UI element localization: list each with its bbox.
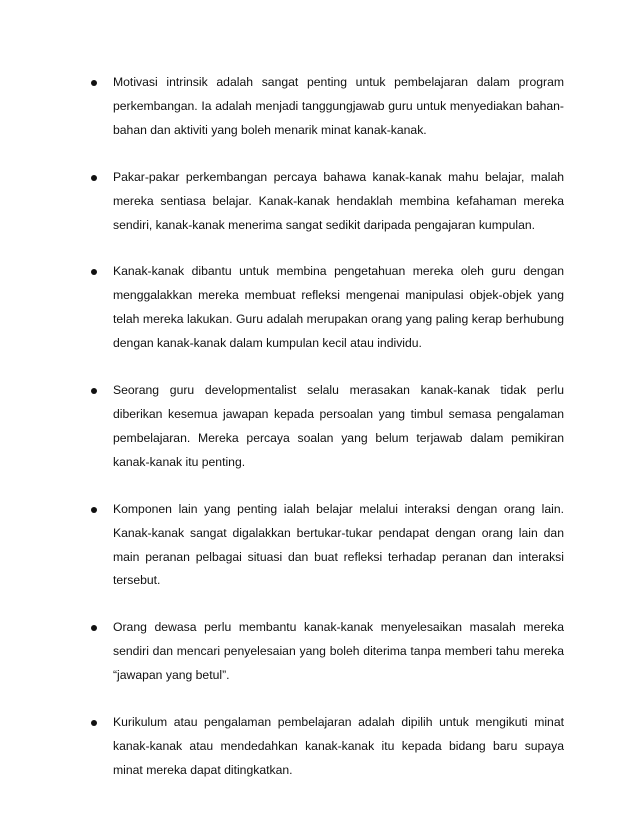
bullet-text: Pakar-pakar perkembangan percaya bahawa kanak-kanak mahu belajar, malah mereka sentiasa belajar. Kanak-kanak hendaklah membina kefahaman mereka sendiri, kanak-kanak menerima sangat sedikit daripada pengajaran kumpulan. — [113, 169, 564, 232]
bullet-text: Kanak-kanak dibantu untuk membina pengetahuan mereka oleh guru dengan menggalakkan mereka membuat refleksi mengenai manipulasi objek-objek yang telah mereka lakukan. Guru adalah merupakan orang yang paling kerap berhubung dengan kanak-kanak dalam kumpulan kecil atau individu. — [113, 264, 564, 351]
bullet-text: Seorang guru developmentalist selalu merasakan kanak-kanak tidak perlu diberikan kesemua jawapan kepada persoalan yang timbul semasa pengalaman pembelajaran. Mereka percaya soalan yang belum terjawab dalam pemikiran kanak-kanak itu penting. — [113, 383, 564, 469]
bullet-dot-icon — [91, 720, 97, 726]
bullet-item — [88, 71, 564, 143]
bullet-dot-icon — [91, 269, 97, 275]
bullet-dot-icon — [91, 175, 97, 181]
bullet-item — [88, 260, 564, 356]
bullet-dot-icon — [91, 388, 97, 394]
bullet-text: Kurikulum atau pengalaman pembelajaran adalah dipilih untuk mengikuti minat kanak-kanak atau mendedahkan kanak-kanak itu kepada bidang baru supaya minat mereka dapat ditingkatkan. — [113, 715, 564, 777]
bullet-item — [88, 379, 564, 475]
bullet-dot-icon — [91, 507, 97, 513]
bullet-item — [88, 711, 564, 783]
bullet-dot-icon — [91, 80, 97, 86]
bullet-text: Komponen lain yang penting ialah belajar melalui interaksi dengan orang lain. Kanak-kanak sangat digalakkan bertukar-tukar pendapat dengan orang lain dan main peranan pelbagai situasi dan buat refleksi terhadap peranan dan interaksi tersebut. — [113, 501, 564, 588]
bullet-item — [88, 166, 564, 238]
bullet-item — [88, 616, 564, 688]
bullet-text: Orang dewasa perlu membantu kanak-kanak menyelesaikan masalah mereka sendiri dan mencari penyelesaian yang boleh diterima tanpa memberi tahu mereka “jawapan yang betul”. — [113, 620, 564, 683]
bullet-item — [88, 498, 564, 594]
bullet-text: Motivasi intrinsik adalah sangat penting untuk pembelajaran dalam program perkembangan. Ia adalah menjadi tanggungjawab guru untuk menyediakan bahan-bahan dan aktiviti yang boleh menarik minat kanak-kanak. — [113, 75, 564, 137]
bullet-dot-icon — [91, 625, 97, 631]
bullet-list — [88, 71, 564, 806]
